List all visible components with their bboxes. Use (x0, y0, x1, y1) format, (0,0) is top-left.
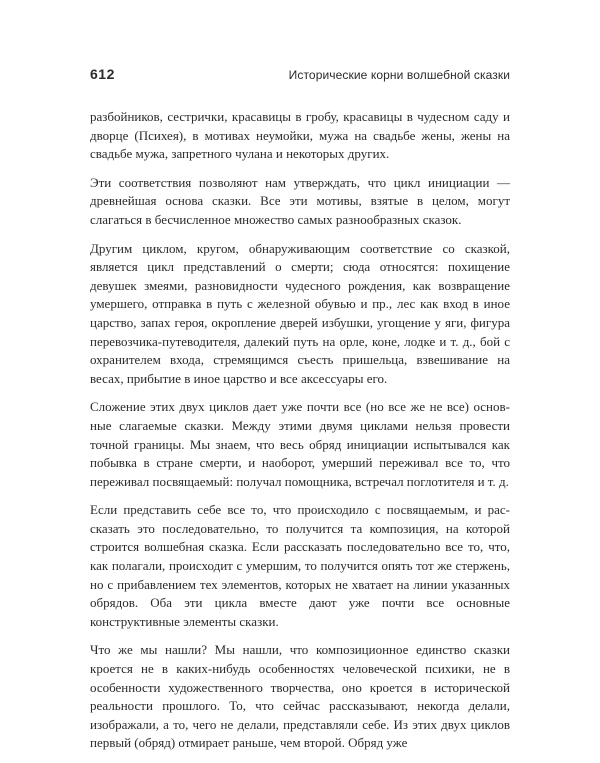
running-title: Исторические корни волшебной сказки (288, 68, 510, 82)
body-text (90, 108, 510, 763)
paragraph-4: Сложение этих двух циклов дает уже почти все (но все же не все) основные слагаемые сказки. Между этими двумя циклами нельзя провести точной границы. Мы знаем, что весь обряд инициации испытывался как побывка в стране смерти, и наоборот, умерший переживал все то, что переживал посвящаемый: получал помощника, встречал поглотителя и т. д. (90, 399, 510, 489)
paragraph-3: Другим циклом, кругом, обнаруживающим соответствие со сказкой, является цикл представлений о смерти; сюда относятся: похищение девушек змеями, разновидности чудесного рождения, как возвращение умершего, отправка в путь с железной обувью и пр., лес как вход в иное царство, запах героя, окропление дверей избушки, угощение у яги, фигура перевозчика-путеводителя, далекий путь на орле, коне, лодке и т. д., бой с охранителем входа, стремящимся съесть пришельца, взвешивание на весах, прибытие в иное царство и все аксессуары его. (90, 240, 510, 386)
running-header (90, 66, 510, 82)
paragraph-6: Что же мы нашли? Мы нашли, что композиционное единство сказки кроется не в каких-нибудь особенностях человеческой психики, не в особенности художественного творчества, оно кроется в исторической реальности прошлого. То, что сейчас рассказывают, некогда делали, изображали, а то, чего не делали, представляли себе. Из этих двух циклов первый (обряд) отмирает раньше, чем второй. Обряд уже (90, 642, 510, 751)
paragraph-2: Эти соответствия позволяют нам утверждать, что цикл инициации — древнейшая основа сказки. Все эти мотивы, взятые в целом, могут слагаться в бесчисленное множество самых разнообразных сказок. (90, 174, 510, 227)
paragraph-1: разбойников, сестрички, красавицы в гробу, красавицы в чудесном саду и дворце (Психея), в мотивах неумойки, мужа на свадьбе жены, жены на свадьбе мужа, запретного чулана и некоторых других. (90, 109, 510, 162)
page-number: 612 (90, 66, 115, 82)
paragraph-5: Если представить себе все то, что происходило с посвящаемым, и рассказать это последовательно, то получится та композиция, на которой строится волшебная сказка. Если рассказать последовательно все то, что, как полагали, происходит с умершим, то получится опять тот же стержень, но с прибавлением тех элементов, которых не хватает на линии указанных обрядов. Оба эти цикла вместе дают уже почти все основные конструктивные элементы сказки. (90, 502, 510, 629)
